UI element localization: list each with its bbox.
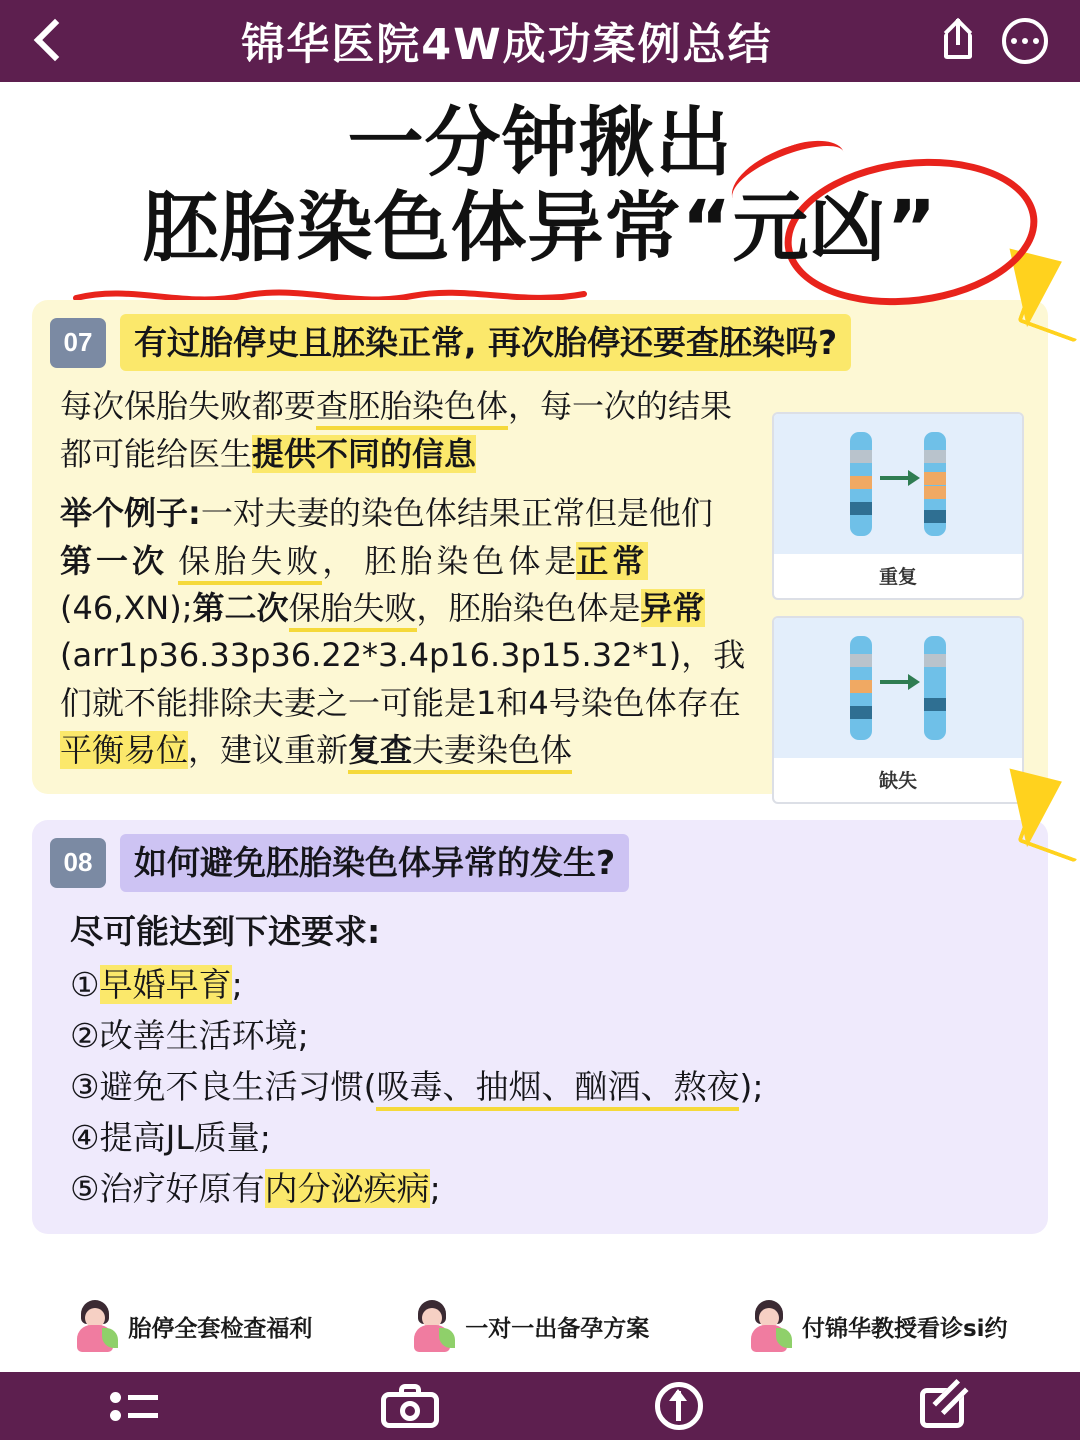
- chromosome-left-icon: [850, 636, 872, 740]
- section-card-08: [32, 820, 1048, 1234]
- pregnant-woman-icon: [409, 1298, 455, 1354]
- promo-label: 付锦华教授看诊si约: [801, 1315, 1008, 1342]
- chromosome-card-duplication: [772, 412, 1024, 600]
- share-arrow-icon: [944, 18, 972, 46]
- list-icon[interactable]: [108, 1386, 164, 1426]
- headline-line-2: 胚胎染色体异常“元凶”: [142, 183, 938, 273]
- promo-item-2[interactable]: [409, 1298, 649, 1354]
- chromosome-right-icon: [924, 636, 946, 740]
- share-icon[interactable]: [942, 19, 976, 63]
- list-item: ①早婚早育;: [70, 964, 243, 1004]
- camera-icon[interactable]: [381, 1384, 439, 1428]
- section-07-header: [32, 314, 1048, 371]
- top-bar: [0, 0, 1080, 82]
- promo-item-3[interactable]: [746, 1298, 1008, 1354]
- illustration-caption: 缺失: [878, 770, 917, 793]
- section-07-paragraph-1: 每次保胎失败都要查胚胎染色体，每一次的结果都可能给医生提供不同的信息: [60, 387, 733, 473]
- section-title: 如何避免胚胎染色体异常的发生?: [120, 834, 629, 891]
- page-title: 锦华医院4W成功案例总结: [241, 19, 773, 70]
- chromosome-panel: [774, 618, 1022, 758]
- section-08-header: [32, 834, 1048, 891]
- section-number-badge: 08: [50, 838, 106, 888]
- more-icon[interactable]: [1002, 18, 1048, 64]
- article-content: [0, 82, 1080, 1372]
- list-item: ③避免不良生活习惯(吸毒、抽烟、酗酒、熬夜);: [32, 1061, 1048, 1112]
- pregnant-woman-icon: [72, 1298, 118, 1354]
- section-number-badge: 07: [50, 318, 106, 368]
- arrow-right-icon: [880, 476, 916, 480]
- section-title: 有过胎停史且胚染正常, 再次胎停还要查胚染吗?: [120, 314, 851, 371]
- edit-icon[interactable]: [920, 1382, 972, 1430]
- promo-label: 一对一出备孕方案: [465, 1315, 650, 1342]
- chromosome-left-icon: [850, 432, 872, 536]
- illustration-caption: 重复: [878, 566, 917, 589]
- section-card-07: [32, 300, 1048, 794]
- chromosome-right-icon: [924, 432, 946, 536]
- list-item: ②改善生活环境;: [70, 1015, 309, 1055]
- topbar-actions: [942, 18, 1054, 64]
- list-item: ④提高JL质量;: [70, 1118, 271, 1158]
- chevron-left-icon[interactable]: [26, 15, 72, 67]
- compass-icon[interactable]: [655, 1382, 703, 1430]
- bottom-nav: [0, 1372, 1080, 1440]
- promo-item-1[interactable]: [72, 1298, 312, 1354]
- list-item: ⑤治疗好原有内分泌疾病;: [70, 1169, 441, 1209]
- promo-bar: [0, 1298, 1080, 1354]
- section-08-intro: 尽可能达到下述要求:: [70, 911, 381, 951]
- section-07-paragraph-2: 举个例子:一对夫妻的染色体结果正常但是他们 第一次 保胎失败， 胚胎染色体是正常(46,XN);第二次保胎失败，胚胎染色体是异常(arr1p36.33p36.22*3.4p16.3p15.32*1)，我们就不能排除夫妻之一可能是1和4号染色体存在平衡易位，建议重新复查夫妻染色体: [32, 478, 1048, 774]
- chromosome-card-deletion: [772, 616, 1024, 804]
- chromosome-panel: [774, 414, 1022, 554]
- headline-line-1: 一分钟揪出: [347, 98, 733, 187]
- arrow-right-icon: [880, 680, 916, 684]
- chromosome-illustrations: [772, 412, 1024, 820]
- headline: [0, 82, 1080, 273]
- promo-label: 胎停全套检查福利: [128, 1315, 313, 1342]
- pregnant-woman-icon: [746, 1298, 792, 1354]
